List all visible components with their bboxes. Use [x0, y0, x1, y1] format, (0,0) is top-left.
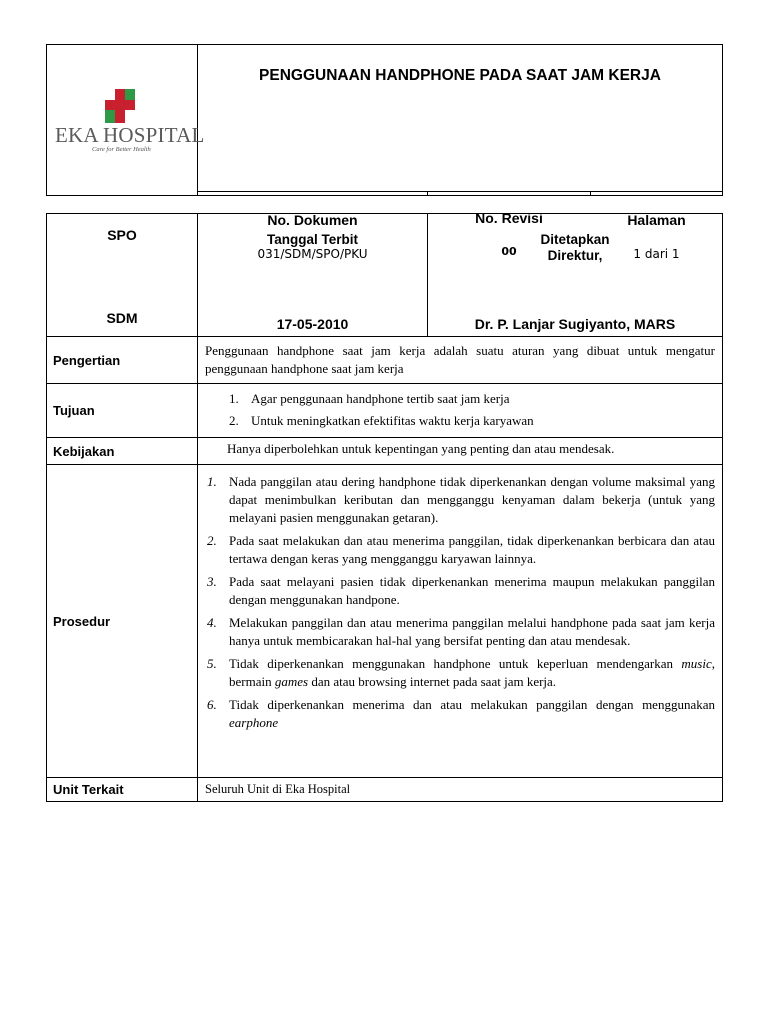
prosedur-label: Prosedur — [47, 465, 198, 778]
tanggal-terbit-label: Tanggal Terbit — [267, 232, 358, 247]
list-item: 1. Nada panggilan atau dering handphone tidak diperkenankan dengan volume maksimal yang dapat menimbulkan keributan dan mengganggu kenyaman dalam bekerja (untuk yang melayani pasien menggunakan getaran). — [207, 474, 715, 525]
ditetapkan-label: Ditetapkan — [540, 232, 610, 247]
kebijakan-label: Kebijakan — [47, 438, 198, 465]
hospital-cross-logo — [101, 87, 141, 127]
ditetapkan-cell — [428, 214, 723, 337]
pengertian-text: Penggunaan handphone saat jam kerja adalah suatu aturan yang dibuat untuk mengatur penggunaan handphone saat jam kerja — [198, 337, 723, 384]
logo-name: EKA HOSPITAL — [55, 123, 205, 147]
procedure-table — [46, 213, 723, 802]
pengertian-label: Pengertian — [47, 337, 198, 384]
tujuan-label: Tujuan — [47, 384, 198, 438]
list-item: 2. Pada saat melakukan dan atau menerima panggilan, tidak diperkenankan berbicara dan atau tertawa dengan keras yang mengganggu karyawan lainnya. — [207, 533, 715, 566]
tanggal-terbit-value: 17-05-2010 — [276, 316, 349, 332]
logo-tagline: Care for Better Health — [92, 146, 151, 153]
halaman-value: 1 dari 1 — [633, 247, 680, 262]
spo-cell — [47, 214, 198, 337]
no-dokumen-value: 031/SDM/SPO/PKU — [257, 247, 368, 262]
sdm-label: SDM — [106, 310, 138, 326]
list-item: 5. Tidak diperkenankan menggunakan handphone untuk keperluan mendengarkan music, bermain games dan atau browsing internet pada saat jam kerja. — [207, 656, 715, 689]
list-item: 4. Melakukan panggilan dan atau menerima panggilan melalui handphone pada saat jam kerja hanya untuk membicarakan hal-hal yang bersifat penting dan atau mendesak. — [207, 615, 715, 648]
director-name: Dr. P. Lanjar Sugiyanto, MARS — [474, 316, 676, 332]
spo-label: SPO — [107, 227, 137, 243]
kebijakan-text: Hanya diperbolehkan untuk kepentingan yang penting dan atau mendesak. — [198, 438, 723, 465]
prosedur-list — [205, 473, 715, 732]
no-revisi-label: No. Revisi — [475, 210, 543, 227]
list-item: 1. Agar penggunaan handphone tertib saat jam kerja — [229, 391, 510, 406]
halaman-cell — [591, 192, 723, 262]
no-dokumen-label: No. Dokumen — [267, 212, 358, 229]
halaman-label: Halaman — [627, 212, 686, 229]
logo-cell — [47, 45, 205, 196]
list-item: 2. Untuk meningkatkan efektifitas waktu kerja karyawan — [229, 413, 534, 428]
tanggal-terbit-cell — [198, 214, 428, 337]
document-title: PENGGUNAAN HANDPHONE PADA SAAT JAM KERJA — [198, 45, 723, 192]
tujuan-list — [205, 390, 715, 430]
unit-terkait-label: Unit Terkait — [47, 778, 198, 802]
no-revisi-value: 00 — [501, 245, 517, 259]
direktur-label: Direktur, — [547, 248, 603, 263]
list-item: 6. Tidak diperkenankan menerima dan atau melakukan panggilan dengan menggunakan earphone — [207, 697, 715, 730]
unit-terkait-text: Seluruh Unit di Eka Hospital — [198, 778, 723, 802]
prosedur-cell — [198, 465, 723, 778]
tujuan-cell — [198, 384, 723, 438]
list-item: 3. Pada saat melayani pasien tidak diperkenankan menerima maupun melakukan panggilan dengan menggunakan handpone. — [207, 574, 715, 607]
